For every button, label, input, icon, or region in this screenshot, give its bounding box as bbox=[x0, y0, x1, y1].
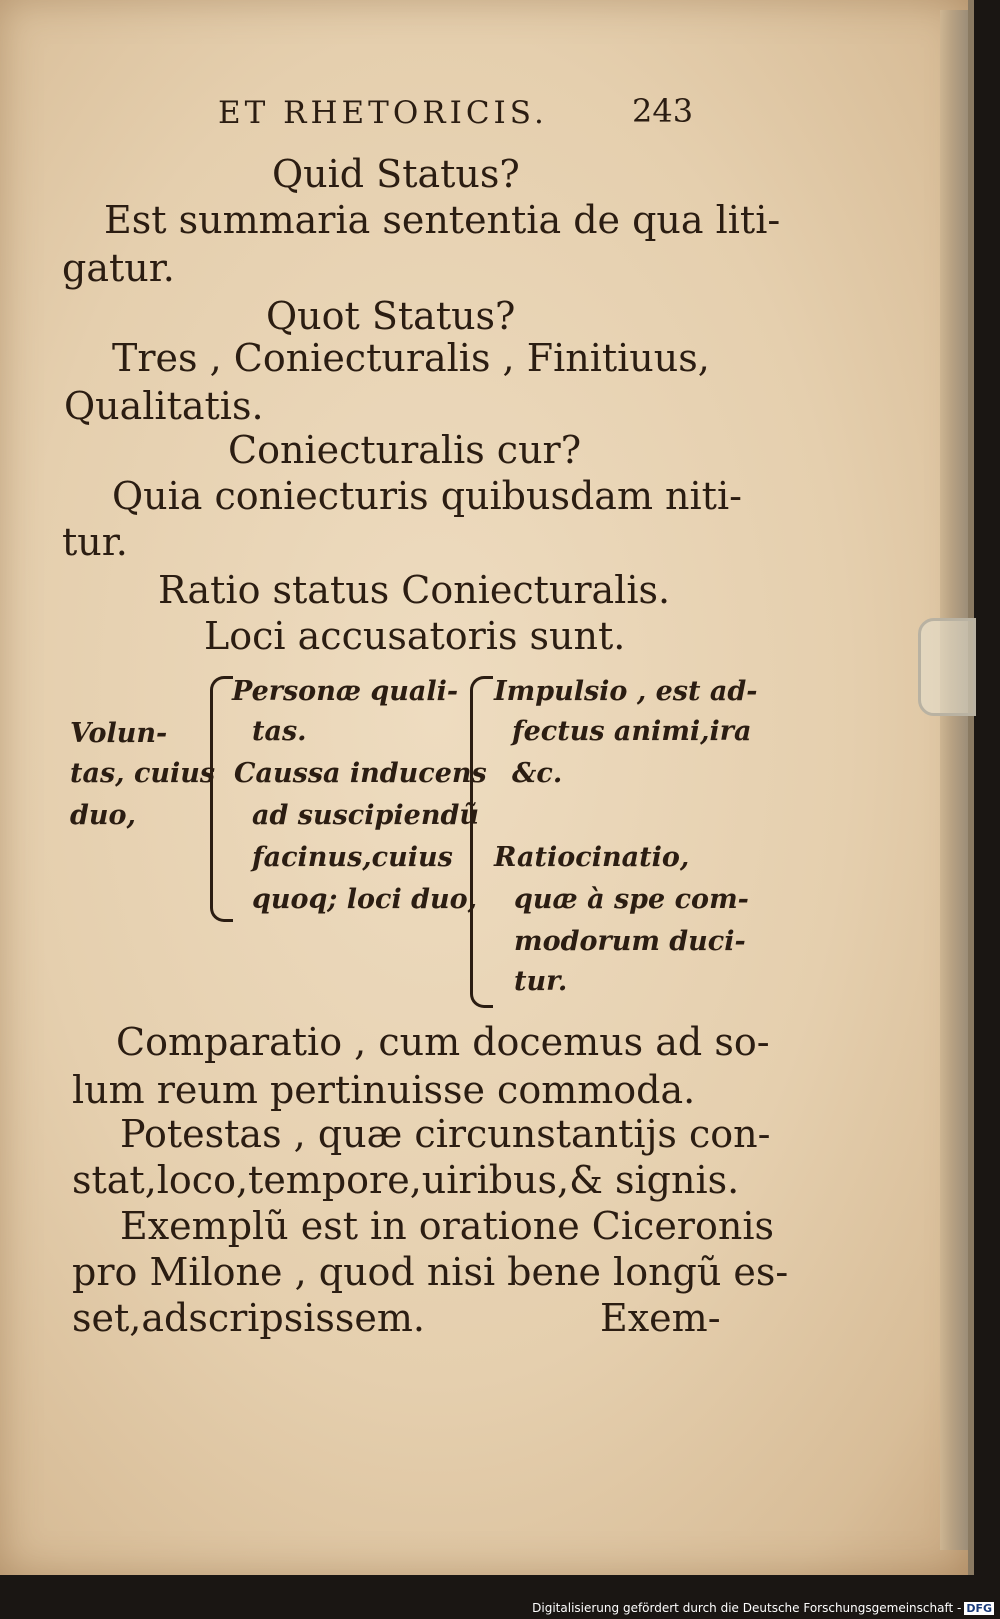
text-line: tur. bbox=[62, 520, 128, 564]
text-line: Quot Status? bbox=[266, 294, 516, 338]
catchword: Exem- bbox=[600, 1296, 721, 1340]
left-brace bbox=[210, 676, 233, 922]
table-left-line: duo, bbox=[70, 800, 136, 831]
text-line: lum reum pertinuisse commoda. bbox=[72, 1068, 696, 1112]
table-middle-line: facinus,cuius bbox=[252, 842, 453, 873]
dfg-logo: DFG bbox=[966, 1602, 992, 1615]
right-brace bbox=[470, 676, 493, 1008]
table-middle-line: quoq; loci duo, bbox=[252, 884, 478, 915]
text-line: Quid Status? bbox=[272, 152, 520, 196]
text-line: Exemplũ est in oratione Ciceronis bbox=[120, 1204, 774, 1248]
text-line: pro Milone , quod nisi bene longũ es- bbox=[72, 1250, 789, 1294]
digitization-footer bbox=[532, 1601, 994, 1615]
text-line: Tres , Coniecturalis , Finitiuus, bbox=[112, 336, 710, 380]
table-right-line: modorum duci- bbox=[514, 926, 746, 957]
running-header: ET RHETORICIS. bbox=[218, 95, 548, 131]
table-right-line: Ratiocinatio, bbox=[494, 842, 690, 873]
table-right-line: Impulsio , est ad- bbox=[494, 676, 758, 707]
text-line: Ratio status Coniecturalis. bbox=[158, 568, 671, 612]
table-left-line: tas, cuius bbox=[70, 758, 216, 789]
footer-text: Digitalisierung gefördert durch die Deutsche Forschungsgemeinschaft - bbox=[532, 1601, 962, 1615]
table-middle-line: tas. bbox=[252, 716, 307, 747]
page-number: 243 bbox=[632, 92, 694, 130]
text-line: Comparatio , cum docemus ad so- bbox=[116, 1020, 770, 1064]
table-right-line: quæ à spe com- bbox=[514, 884, 749, 915]
text-line: Loci accusatoris sunt. bbox=[204, 614, 626, 658]
text-line: set,adscripsissem. bbox=[72, 1296, 426, 1340]
table-right-line: tur. bbox=[514, 966, 568, 997]
table-right-line: &c. bbox=[512, 758, 563, 789]
table-right-line: fectus animi,ira bbox=[512, 716, 752, 747]
text-line: Coniecturalis cur? bbox=[228, 428, 582, 472]
page-edge bbox=[940, 10, 968, 1550]
table-middle-line: ad suscipiendũ bbox=[252, 800, 479, 831]
table-middle-line: Caussa inducens bbox=[234, 758, 487, 789]
text-line: Potestas , quæ circunstantijs con- bbox=[120, 1112, 771, 1156]
table-left-line: Volun- bbox=[70, 718, 168, 749]
text-line: Quia coniecturis quibusdam niti- bbox=[112, 474, 742, 518]
text-line: stat,loco,tempore,uiribus,& signis. bbox=[72, 1158, 740, 1202]
text-line: gatur. bbox=[62, 246, 175, 290]
page-clip bbox=[918, 618, 976, 716]
table-middle-line: Personæ quali- bbox=[232, 676, 459, 707]
text-line: Est summaria sententia de qua liti- bbox=[104, 198, 781, 242]
text-line: Qualitatis. bbox=[64, 384, 264, 428]
